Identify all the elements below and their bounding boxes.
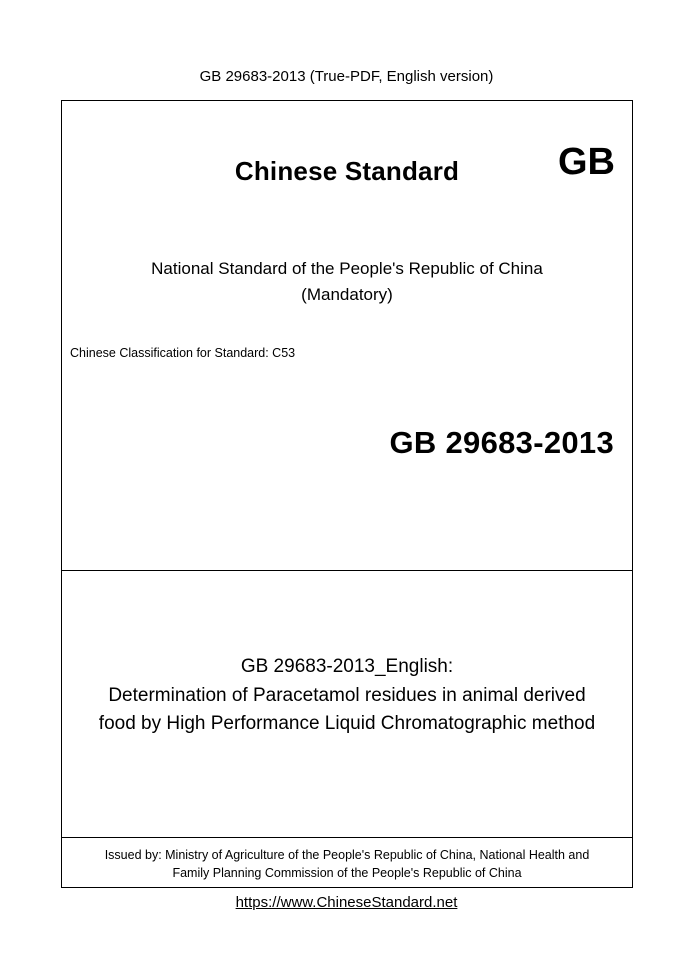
standard-english-title — [62, 653, 632, 739]
standard-title-line-1: GB 29683-2013_English: — [240, 656, 454, 677]
standard-number: GB 29683-2013 — [389, 425, 614, 460]
standard-title-line-2: Determination of Paracetamol residues in animal derived — [108, 684, 586, 706]
national-standard-line-2: (Mandatory) — [301, 284, 393, 304]
classification-code: Chinese Classification for Standard: C53 — [70, 346, 296, 360]
issuer-line-1: Issued by: Ministry of Agriculture of the People's Republic of China, National Health and — [104, 848, 590, 862]
standard-title-line-3: food by High Performance Liquid Chromatographic method — [98, 713, 596, 734]
national-standard-line-1: National Standard of the People's Republic of China — [151, 259, 543, 278]
cover-header-cell — [62, 101, 632, 571]
cover-title-cell — [62, 571, 632, 838]
national-standard-text — [62, 256, 632, 307]
gb-logo: GB — [558, 141, 615, 183]
cover-issuer-cell — [62, 838, 632, 887]
footer-url[interactable] — [0, 894, 693, 911]
cover-frame — [61, 100, 633, 888]
document-top-caption: GB 29683-2013 (True-PDF, English version) — [199, 68, 494, 85]
page-title: Chinese Standard — [234, 156, 460, 186]
issuer-text — [62, 847, 632, 883]
issuer-line-2: Family Planning Commission of the People's Republic of China — [172, 865, 522, 880]
cover-title-row — [62, 156, 632, 187]
footer-url-link[interactable]: https://www.ChineseStandard.net — [235, 894, 458, 911]
